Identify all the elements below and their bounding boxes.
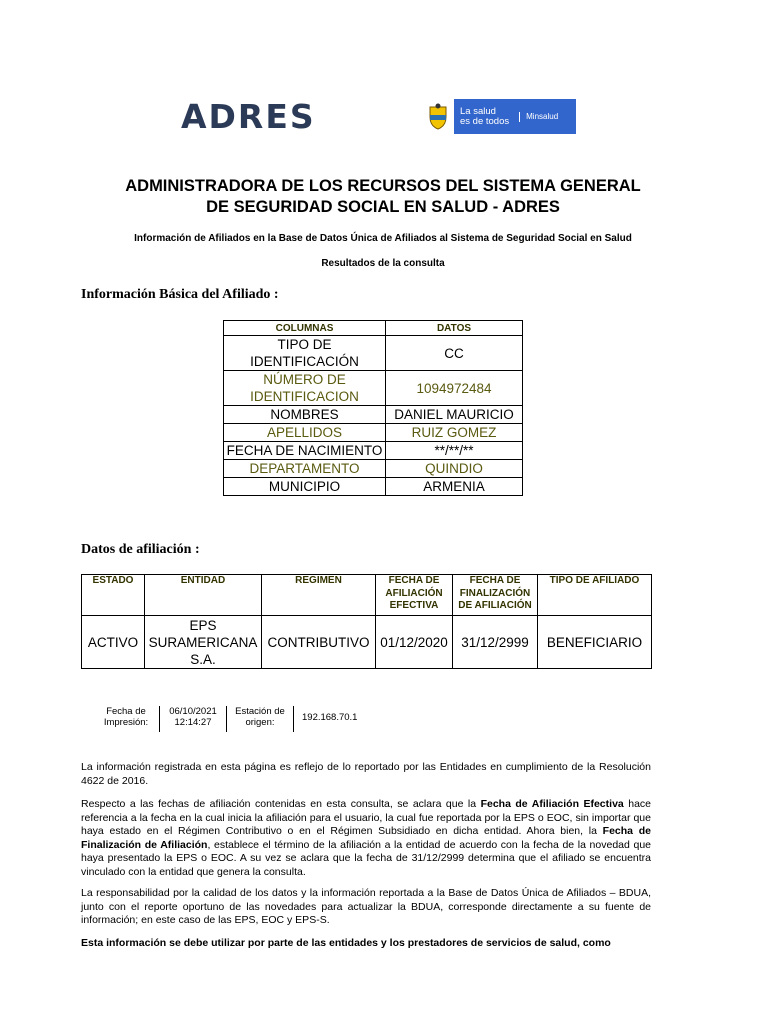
basic-info-heading: Información Básica del Afiliado : [81, 287, 279, 302]
row-label: NOMBRES [224, 406, 386, 424]
row-label: DEPARTAMENTO [224, 460, 386, 478]
table-header-row [224, 321, 523, 336]
row-value: CC [386, 336, 523, 371]
table-row [224, 460, 523, 478]
results-heading: Resultados de la consulta [321, 258, 445, 269]
row-value: **/**/** [386, 442, 523, 460]
column-header-tipo-afiliado: TIPO DE AFILIADO [538, 575, 652, 616]
basic-info-table [223, 320, 523, 496]
column-header-entidad: ENTIDAD [145, 575, 262, 616]
cell-tipo-afiliado: BENEFICIARIO [538, 616, 652, 669]
adres-logo-text: ADRES [181, 96, 316, 136]
page-title [80, 176, 686, 218]
row-value: QUINDIO [386, 460, 523, 478]
row-label: FECHA DE NACIMIENTO [224, 442, 386, 460]
paragraph-dates [81, 798, 651, 879]
paragraph-resolution: La información registrada en esta página es reflejo de lo reportado por las Entidades en cumplimiento de la Resolución 4622 de 2016. [81, 761, 651, 787]
paragraph-responsibility: La responsabilidad por la calidad de los datos y la información reportada a la Base de Datos Única de Afiliados – BDUA, junto con el reporte oportuno de las novedades para actualizar la BDUA, corresponde directamente a su fuente de información; en este caso de las EPS, EOC y EPS-S. [81, 887, 651, 926]
table-row [224, 336, 523, 371]
row-label: APELLIDOS [224, 424, 386, 442]
print-date-label: Fecha de Impresión: [103, 706, 149, 728]
cell-regimen: CONTRIBUTIVO [262, 616, 376, 669]
paragraph-dates-part: hace referencia a la fecha en la cual inicia la afiliación para el usuario, la cual fue reportada por la EPS o EOC, sin importar que haya estado en el Régimen Contributivo o en el Régimen Subsidiado en dicha entidad. Ahora bien, la [81, 798, 652, 837]
table-row [224, 478, 523, 496]
cell-estado: ACTIVO [82, 616, 145, 669]
cell-fecha-afiliacion: 01/12/2020 [376, 616, 453, 669]
table-row [224, 371, 523, 406]
minsalud-text-1: La salud [460, 105, 496, 117]
cell-entidad: EPS SURAMERICANA S.A. [145, 616, 262, 669]
print-date-value: 06/10/2021 12:14:27 [169, 706, 217, 728]
column-header-regimen: REGIMEN [262, 575, 376, 616]
row-label: TIPO DE IDENTIFICACIÓN [224, 336, 386, 371]
row-label: NÚMERO DE IDENTIFICACION [224, 371, 386, 406]
station-value: 192.168.70.1 [302, 712, 358, 723]
row-value: 1094972484 [386, 371, 523, 406]
row-value: ARMENIA [386, 478, 523, 496]
row-label: MUNICIPIO [224, 478, 386, 496]
station-label: Estación de origen: [235, 706, 285, 728]
paragraph-dates-part: Respecto a las fechas de afiliación contenidas en esta consulta, se aclara que la [81, 798, 481, 810]
table-header-row [82, 575, 652, 616]
affiliation-table [81, 574, 652, 669]
minsalud-logo [421, 99, 576, 134]
minsalud-text-2: es de todos [460, 115, 510, 127]
cell-fecha-finalizacion: 31/12/2999 [453, 616, 538, 669]
table-row [224, 406, 523, 424]
column-header-fecha-afiliacion: FECHA DE AFILIACIÓN EFECTIVA [376, 575, 453, 616]
column-header-datos: DATOS [386, 321, 523, 336]
table-row [224, 442, 523, 460]
column-header-fecha-finalizacion: FECHA DE FINALIZACIÓN DE AFILIACIÓN [453, 575, 538, 616]
coat-of-arms-icon [421, 99, 454, 134]
column-header-estado: ESTADO [82, 575, 145, 616]
paragraph-dates-part: , establece el término de la afiliación a la entidad de acuerdo con la fecha de la novedad que haya presentado la EPS o EOC. A su vez se aclara que la fecha de 31/12/2999 determina que el afiliado se encuentra vinculado con la entidad que genera la consulta. [81, 838, 651, 878]
title-line-2: DE SEGURIDAD SOCIAL EN SALUD - ADRES [206, 198, 560, 216]
title-line-1: ADMINISTRADORA DE LOS RECURSOS DEL SISTEMA GENERAL [125, 177, 641, 195]
fecha-finalizacion-term: Fecha de Finalización de Afiliación [81, 825, 651, 851]
page-subtitle: Información de Afiliados en la Base de Datos Única de Afiliados al Sistema de Seguridad Social en Salud [134, 233, 632, 244]
fecha-efectiva-term: Fecha de Afiliación Efectiva [480, 798, 624, 810]
affiliation-heading: Datos de afiliación : [81, 542, 200, 557]
print-info [93, 706, 365, 732]
adres-logo [181, 96, 316, 136]
table-row [82, 616, 652, 669]
table-row [224, 424, 523, 442]
row-value: DANIEL MAURICIO [386, 406, 523, 424]
paragraph-usage: Esta información se debe utilizar por parte de las entidades y los prestadores de servicios de salud, como [81, 937, 611, 949]
minsalud-brand: Minsalud [519, 112, 558, 122]
column-header-columnas: COLUMNAS [224, 321, 386, 336]
row-value: RUIZ GOMEZ [386, 424, 523, 442]
